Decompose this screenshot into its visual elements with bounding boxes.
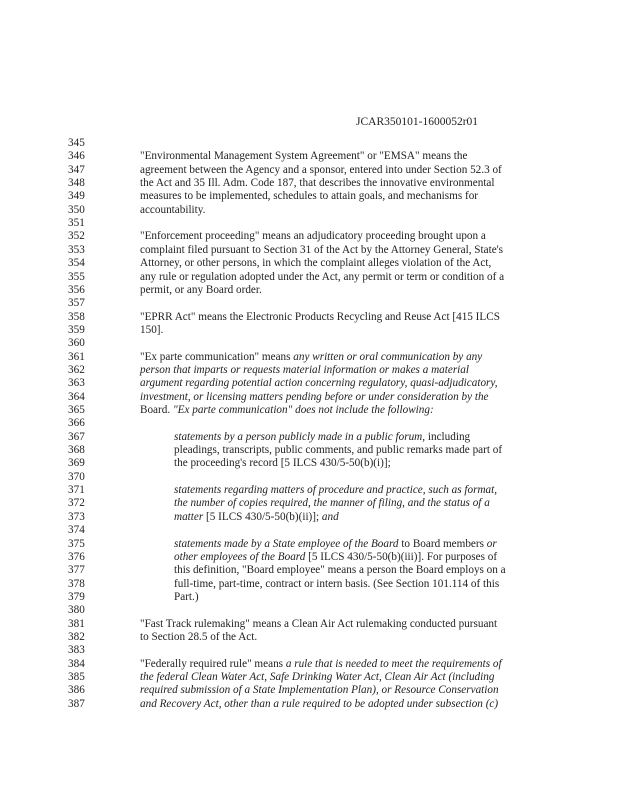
line-text — [140, 377, 498, 390]
line-text — [140, 271, 504, 284]
document-line — [0, 457, 644, 470]
document-line — [0, 618, 644, 631]
document-line — [0, 484, 644, 497]
italic-text-segment: and Recovery Act, other than a rule required to be adopted under subsection (c) — [140, 697, 499, 710]
line-number: 386 — [68, 684, 85, 697]
line-number: 362 — [68, 363, 85, 376]
line-number: 383 — [68, 644, 85, 657]
line-text — [174, 497, 490, 510]
line-text — [140, 684, 499, 697]
document-line — [0, 297, 644, 310]
line-number: 371 — [68, 484, 85, 497]
text-segment: [5 ILCS 430/5-50(b)(ii)]; — [203, 510, 322, 523]
document-line — [0, 311, 644, 324]
line-number: 352 — [68, 230, 85, 243]
text-segment: permit, or any Board order. — [140, 283, 262, 296]
line-number: 368 — [68, 444, 85, 457]
document-line — [0, 444, 644, 457]
line-text — [174, 591, 199, 604]
document-line — [0, 591, 644, 604]
document-line — [0, 524, 644, 537]
text-segment: "Environmental Management System Agreement" or "EMSA" means the — [140, 150, 468, 163]
line-number: 360 — [68, 337, 85, 350]
line-number: 345 — [68, 137, 85, 149]
document-line — [0, 164, 644, 177]
line-number: 369 — [68, 457, 85, 470]
line-number: 373 — [68, 510, 85, 523]
line-text — [140, 150, 467, 163]
document-line — [0, 177, 644, 190]
text-segment: complaint filed pursuant to Section 31 of the Act by the Attorney General, State's — [140, 243, 504, 256]
line-number: 347 — [68, 163, 85, 176]
line-number: 357 — [68, 297, 85, 310]
text-segment: Attorney, or other persons, in which the complaint alleges violation of the Act, — [140, 257, 492, 270]
line-text — [140, 177, 495, 190]
line-text — [174, 431, 470, 444]
italic-text-segment: and — [321, 510, 339, 523]
italic-text-segment: other employees of the Board — [174, 550, 306, 563]
line-number: 378 — [68, 577, 85, 590]
text-segment: Part.) — [174, 590, 199, 603]
line-text — [140, 658, 502, 671]
italic-text-segment: person that imparts or requests material information or makes a material — [140, 363, 469, 376]
line-number: 377 — [68, 564, 85, 577]
text-segment: to Board members — [398, 537, 487, 550]
document-line — [0, 284, 644, 297]
document-line — [0, 271, 644, 284]
line-text — [140, 284, 262, 297]
text-segment: "Ex parte communication" means — [140, 350, 294, 363]
text-segment: full-time, part-time, contract or intern basis. (See Section 101.114 of this — [174, 577, 500, 590]
text-segment: measures to be implemented, schedules to attain goals, and mechanisms for — [140, 190, 479, 203]
line-number: 370 — [68, 470, 85, 483]
text-segment: this definition, "Board employee" means a person the Board employs on a — [174, 564, 506, 577]
text-segment: the Act and 35 Ill. Adm. Code 187, that describes the innovative environmental — [140, 177, 495, 190]
document-line — [0, 391, 644, 404]
document-line — [0, 631, 644, 644]
line-number: 384 — [68, 657, 85, 670]
document-line — [0, 698, 644, 711]
document-line — [0, 431, 644, 444]
line-number: 387 — [68, 697, 85, 710]
document-line — [0, 377, 644, 390]
line-number: 351 — [68, 217, 85, 230]
text-segment: "EPRR Act" means the Electronic Products Recycling and Reuse Act [415 ILCS — [140, 310, 500, 323]
document-line — [0, 244, 644, 257]
text-segment: to Section 28.5 of the Act. — [140, 630, 258, 643]
document-line — [0, 204, 644, 217]
italic-text-segment: "Ex parte communication" does not include the following: — [172, 404, 434, 416]
line-text — [174, 457, 391, 470]
line-text — [140, 257, 491, 270]
text-segment: "Enforcement proceeding" means an adjudicatory proceeding brought upon a — [140, 230, 486, 243]
document-line — [0, 497, 644, 510]
line-text — [140, 351, 482, 364]
line-number: 353 — [68, 243, 85, 256]
document-line — [0, 538, 644, 551]
line-number: 363 — [68, 377, 85, 390]
document-line — [0, 578, 644, 591]
text-segment: 150]. — [140, 323, 164, 336]
text-segment: "Federally required rule" means — [140, 657, 286, 670]
line-text — [174, 484, 497, 497]
line-text — [140, 391, 489, 404]
italic-text-segment: required submission of a State Implementation Plan), or Resource Conservation — [140, 684, 499, 697]
document-line — [0, 658, 644, 671]
line-number: 346 — [68, 150, 85, 163]
line-number: 354 — [68, 257, 85, 270]
line-text — [140, 204, 205, 217]
text-segment: including — [425, 430, 471, 443]
line-number: 356 — [68, 283, 85, 296]
document-line — [0, 511, 644, 524]
line-text — [140, 698, 498, 711]
italic-text-segment: any written or oral communication by any — [293, 350, 483, 363]
text-segment: [5 ILCS 430/5-50(b)(iii)]. For purposes of — [305, 550, 498, 563]
italic-text-segment: a rule that is needed to meet the requirements of — [285, 657, 502, 670]
line-text — [140, 164, 502, 177]
document-line — [0, 351, 644, 364]
italic-text-segment: statements by a person publicly made in a public forum, — [174, 430, 426, 443]
line-text — [174, 578, 499, 591]
italic-text-segment: argument regarding potential action concerning regulatory, quasi-adjudicatory, — [140, 377, 498, 390]
line-text — [140, 311, 500, 324]
line-number: 349 — [68, 190, 85, 203]
text-segment: agreement between the Agency and a sponsor, entered into under Section 52.3 of — [140, 163, 502, 176]
italic-text-segment: investment, or licensing matters pending before or under consideration by the — [140, 390, 489, 403]
document-line — [0, 137, 644, 150]
document-line — [0, 551, 644, 564]
line-number: 376 — [68, 550, 85, 563]
line-number: 367 — [68, 430, 85, 443]
line-text — [140, 404, 434, 417]
line-number: 385 — [68, 671, 85, 683]
line-text — [174, 511, 339, 524]
line-text — [140, 190, 478, 203]
line-text — [140, 324, 163, 337]
line-number: 372 — [68, 497, 85, 510]
line-number: 361 — [68, 350, 85, 363]
text-segment: accountability. — [140, 203, 206, 216]
text-segment: pleadings, transcripts, public comments, and public remarks made part of — [174, 444, 503, 457]
line-number: 379 — [68, 590, 85, 603]
text-segment: the proceeding's record [5 ILCS 430/5-50(b)(i)]; — [174, 457, 391, 470]
document-line — [0, 604, 644, 617]
line-number: 380 — [68, 604, 85, 617]
line-text — [140, 364, 469, 377]
text-segment: "Fast Track rulemaking" means a Clean Air Act rulemaking conducted pursuant — [140, 617, 498, 630]
line-text — [140, 631, 257, 644]
italic-text-segment: statements regarding matters of procedure and practice, such as format, — [174, 484, 498, 497]
text-segment: Board. — [140, 404, 173, 416]
document-line — [0, 564, 644, 577]
line-text — [174, 564, 506, 577]
italic-text-segment: the federal Clean Water Act, Safe Drinking Water Act, Clean Air Act (including — [140, 671, 495, 683]
document-line — [0, 150, 644, 163]
line-number: 355 — [68, 270, 85, 283]
document-line — [0, 217, 644, 230]
line-number: 375 — [68, 537, 85, 550]
italic-text-segment: or — [486, 537, 497, 550]
line-text — [174, 551, 497, 564]
document-line — [0, 230, 644, 243]
line-number: 381 — [68, 617, 85, 630]
line-number: 382 — [68, 630, 85, 643]
line-text — [174, 538, 497, 551]
line-number: 350 — [68, 203, 85, 216]
document-line — [0, 644, 644, 657]
line-text — [140, 230, 486, 243]
line-text — [140, 671, 494, 684]
text-segment: any rule or regulation adopted under the Act, any permit or term or condition of a — [140, 270, 505, 283]
document-line — [0, 684, 644, 697]
document-line — [0, 324, 644, 337]
line-text — [140, 618, 497, 631]
italic-text-segment: the number of copies required, the manner of filing, and the status of a — [174, 497, 490, 510]
document-line — [0, 190, 644, 203]
document-line — [0, 471, 644, 484]
document-line — [0, 404, 644, 417]
line-number: 365 — [68, 404, 85, 416]
document-line — [0, 337, 644, 350]
line-number: 374 — [68, 524, 85, 537]
document-line — [0, 364, 644, 377]
line-number: 358 — [68, 310, 85, 323]
line-text — [174, 444, 502, 457]
line-number: 364 — [68, 390, 85, 403]
line-text — [140, 244, 503, 257]
line-number: 348 — [68, 177, 85, 190]
line-number: 366 — [68, 417, 85, 430]
italic-text-segment: statements made by a State employee of the Board — [174, 537, 399, 550]
document-line — [0, 417, 644, 430]
document-id-header: JCAR350101-1600052r01 — [356, 116, 479, 128]
italic-text-segment: matter — [174, 510, 204, 523]
document-line — [0, 257, 644, 270]
document-line — [0, 671, 644, 684]
line-number: 359 — [68, 323, 85, 336]
